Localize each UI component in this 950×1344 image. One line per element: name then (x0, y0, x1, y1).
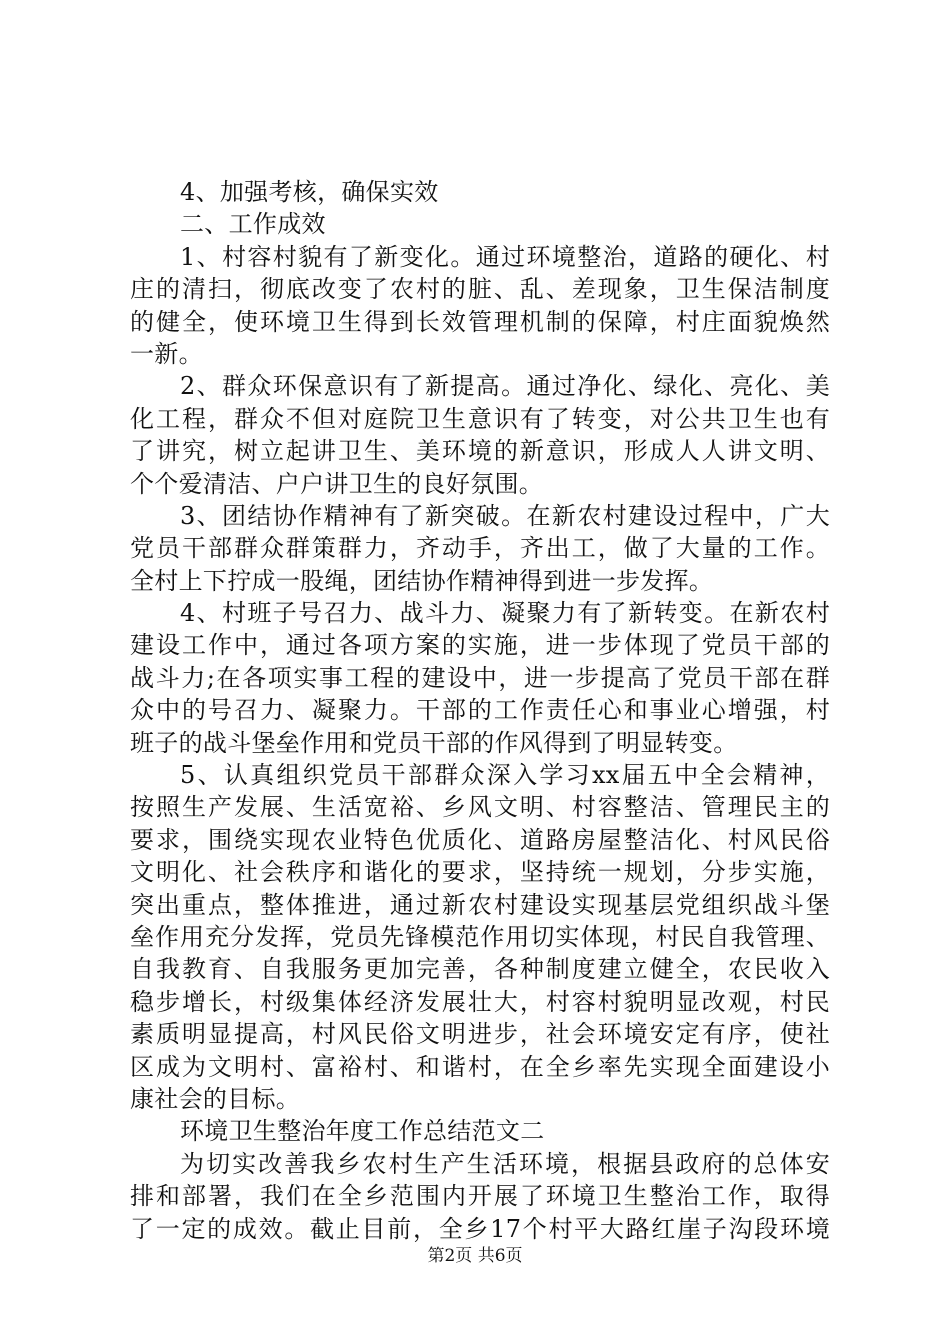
text-line: 庄的清扫，彻底改变了农村的脏、乱、差现象，卫生保洁制度 (130, 275, 830, 304)
text-line: 康社会的目标。 (130, 1084, 301, 1113)
text-line: 稳步增长，村级集体经济发展壮大，村容村貌明显改观，村民 (130, 987, 830, 1016)
text-line: 自我教育、自我服务更加完善，各种制度建立健全，农民收入 (130, 955, 830, 984)
text-line: 的健全，使环境卫生得到长效管理机制的保障，村庄面貌焕然 (130, 307, 830, 336)
text-line: 4、村班子号召力、战斗力、凝聚力有了新转变。在新农村 (180, 599, 830, 628)
text-line: 区成为文明村、富裕村、和谐村，在全乡率先实现全面建设小 (130, 1052, 830, 1081)
text-line: 按照生产发展、生活宽裕、乡风文明、村容整洁、管理民主的 (130, 793, 830, 822)
text-line: 众中的号召力、凝聚力。干部的工作责任心和事业心增强，村 (130, 696, 830, 725)
text-line: 垒作用充分发挥，党员先锋模范作用切实体现，村民自我管理、 (130, 922, 830, 951)
text-line: 1、村容村貌有了新变化。通过环境整治，道路的硬化、村 (180, 242, 830, 271)
text-line: 一新。 (130, 339, 203, 368)
text-line: 为切实改善我乡农村生产生活环境，根据县政府的总体安 (180, 1149, 830, 1178)
text-line: 建设工作中，通过各项方案的实施，进一步体现了党员干部的 (130, 631, 830, 660)
text-line: 2、群众环保意识有了新提高。通过净化、绿化、亮化、美 (180, 372, 830, 401)
text-line: 党员干部群众群策群力，齐动手，齐出工，做了大量的工作。 (130, 534, 830, 563)
text-line: 班子的战斗堡垒作用和党员干部的作风得到了明显转变。 (130, 728, 738, 757)
text-line: 要求，围绕实现农业特色优质化、道路房屋整洁化、村风民俗 (130, 825, 830, 854)
text-line: 全村上下拧成一股绳，团结协作精神得到进一步发挥。 (130, 566, 714, 595)
text-line: 排和部署，我们在全乡范围内开展了环境卫生整治工作，取得 (130, 1182, 830, 1211)
text-line: 战斗力;在各项实事工程的建设中，进一步提高了党员干部在群 (130, 663, 830, 692)
text-line: 素质明显提高，村风民俗文明进步，社会环境安定有序，使社 (130, 1020, 830, 1049)
section-heading: 二、工作成效 (180, 210, 326, 239)
text-line: 4、加强考核，确保实效 (180, 178, 439, 206)
page-number-footer: 第2页 共6页 (427, 1246, 523, 1266)
text-line: 了一定的成效。截止目前，全乡17个村平大路红崖子沟段环境 (130, 1214, 830, 1243)
text-line: 个个爱清洁、户户讲卫生的良好氛围。 (130, 469, 544, 498)
text-line: 了讲究，树立起讲卫生、美环境的新意识，形成人人讲文明、 (130, 437, 830, 466)
text-line: 5、认真组织党员干部群众深入学习xx届五中全会精神， (180, 761, 830, 790)
text-line: 3、团结协作精神有了新突破。在新农村建设过程中，广大 (180, 501, 830, 530)
text-line: 突出重点，整体推进，通过新农村建设实现基层党组织战斗堡 (130, 890, 830, 919)
document-body (130, 176, 830, 1245)
text-line: 化工程，群众不但对庭院卫生意识有了转变，对公共卫生也有 (130, 404, 830, 433)
article-subtitle: 环境卫生整治年度工作总结范文二 (180, 1117, 545, 1146)
text-line: 文明化、社会秩序和谐化的要求，坚持统一规划，分步实施， (130, 858, 830, 887)
